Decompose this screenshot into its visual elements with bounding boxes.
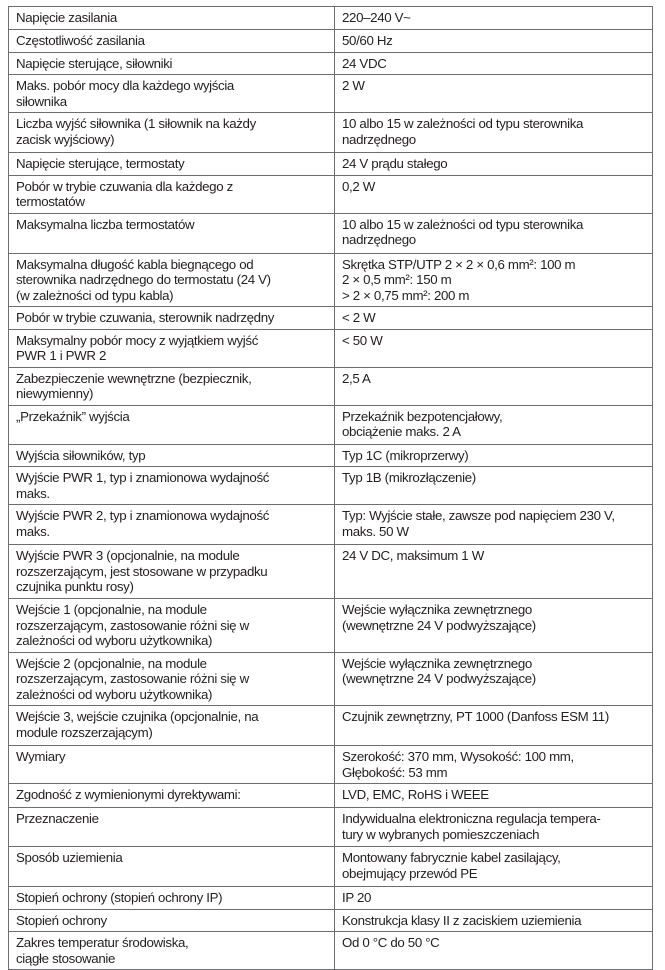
table-row bbox=[9, 52, 653, 75]
value-cell: 50/60 Hz bbox=[335, 30, 653, 53]
table-row bbox=[9, 599, 653, 653]
table-row bbox=[9, 505, 653, 545]
parameter-cell: Wejście 1 (opcjonalnie, na module rozszerzającym, zastosowanie różni się w zależności od wyboru użytkownika) bbox=[9, 599, 335, 653]
spec-table bbox=[8, 6, 653, 970]
table-row bbox=[9, 652, 653, 706]
table-row bbox=[9, 7, 653, 30]
value-cell: Czujnik zewnętrzny, PT 1000 (Danfoss ESM 11) bbox=[335, 706, 653, 746]
value-cell: LVD, EMC, RoHS i WEEE bbox=[335, 784, 653, 808]
table-row bbox=[9, 847, 653, 887]
parameter-cell: Maksymalny pobór mocy z wyjątkiem wyjść PWR 1 i PWR 2 bbox=[9, 329, 335, 367]
value-cell: IP 20 bbox=[335, 887, 653, 910]
table-row bbox=[9, 253, 653, 307]
parameter-cell: Pobór w trybie czuwania dla każdego z termostatów bbox=[9, 175, 335, 213]
parameter-cell: Napięcie sterujące, siłowniki bbox=[9, 52, 335, 75]
table-row bbox=[9, 367, 653, 405]
table-row bbox=[9, 887, 653, 910]
parameter-cell: Zakres temperatur środowiska, ciągłe stosowanie bbox=[9, 932, 335, 970]
table-row bbox=[9, 30, 653, 53]
value-cell: Montowany fabrycznie kabel zasilający, obejmujący przewód PE bbox=[335, 847, 653, 887]
parameter-cell: Liczba wyjść siłownika (1 siłownik na każdy zacisk wyjściowy) bbox=[9, 113, 335, 153]
parameter-cell: Napięcie zasilania bbox=[9, 7, 335, 30]
parameter-cell: Maks. pobór mocy dla każdego wyjścia siłownika bbox=[9, 75, 335, 113]
parameter-cell: Stopień ochrony (stopień ochrony IP) bbox=[9, 887, 335, 910]
parameter-cell: Sposób uziemienia bbox=[9, 847, 335, 887]
table-row bbox=[9, 153, 653, 176]
parameter-cell: Pobór w trybie czuwania, sterownik nadrzędny bbox=[9, 307, 335, 330]
table-row bbox=[9, 932, 653, 970]
parameter-cell: Stopień ochrony bbox=[9, 909, 335, 932]
parameter-cell: Częstotliwość zasilania bbox=[9, 30, 335, 53]
value-cell: 0,2 W bbox=[335, 175, 653, 213]
value-cell: 10 albo 15 w zależności od typu sterownika nadrzędnego bbox=[335, 113, 653, 153]
value-cell: Typ 1B (mikrozłączenie) bbox=[335, 467, 653, 505]
parameter-cell: Zgodność z wymienionymi dyrektywami: bbox=[9, 784, 335, 808]
table-row bbox=[9, 784, 653, 808]
value-cell: Indywidualna elektroniczna regulacja tempera- tury w wybranych pomieszczeniach bbox=[335, 808, 653, 847]
value-cell: Przekaźnik bezpotencjałowy, obciążenie maks. 2 A bbox=[335, 405, 653, 444]
parameter-cell: Przeznaczenie bbox=[9, 808, 335, 847]
table-row bbox=[9, 545, 653, 599]
table-row bbox=[9, 307, 653, 330]
value-cell: < 50 W bbox=[335, 329, 653, 367]
parameter-cell: Wyjście PWR 1, typ i znamionowa wydajność maks. bbox=[9, 467, 335, 505]
table-row bbox=[9, 405, 653, 444]
value-cell: Wejście wyłącznika zewnętrznego (wewnętrzne 24 V podwyższające) bbox=[335, 599, 653, 653]
parameter-cell: Maksymalna liczba termostatów bbox=[9, 213, 335, 253]
spec-table-body bbox=[9, 7, 653, 970]
value-cell: Od 0 °C do 50 °C bbox=[335, 932, 653, 970]
parameter-cell: Wejście 3, wejście czujnika (opcjonalnie, na module rozszerzającym) bbox=[9, 706, 335, 746]
value-cell: 10 albo 15 w zależności od typu sterownika nadrzędnego bbox=[335, 213, 653, 253]
value-cell: Typ 1C (mikroprzerwy) bbox=[335, 444, 653, 467]
value-cell: Konstrukcja klasy II z zaciskiem uziemienia bbox=[335, 909, 653, 932]
value-cell: Typ: Wyjście stałe, zawsze pod napięciem 230 V, maks. 50 W bbox=[335, 505, 653, 545]
value-cell: Szerokość: 370 mm, Wysokość: 100 mm, Głębokość: 53 mm bbox=[335, 746, 653, 784]
parameter-cell: Wymiary bbox=[9, 746, 335, 784]
table-row bbox=[9, 444, 653, 467]
table-row bbox=[9, 808, 653, 847]
parameter-cell: Wyjście PWR 2, typ i znamionowa wydajność maks. bbox=[9, 505, 335, 545]
value-cell: Skrętka STP/UTP 2 × 2 × 0,6 mm²: 100 m 2 × 0,5 mm²: 150 m > 2 × 0,75 mm²: 200 m bbox=[335, 253, 653, 307]
value-cell: 220–240 V~ bbox=[335, 7, 653, 30]
table-row bbox=[9, 175, 653, 213]
parameter-cell: Zabezpieczenie wewnętrzne (bezpiecznik, niewymienny) bbox=[9, 367, 335, 405]
value-cell: < 2 W bbox=[335, 307, 653, 330]
value-cell: 24 VDC bbox=[335, 52, 653, 75]
table-row bbox=[9, 329, 653, 367]
table-row bbox=[9, 113, 653, 153]
parameter-cell: Maksymalna długość kabla biegnącego od sterownika nadrzędnego do termostatu (24 V) (w zależności od typu kabla) bbox=[9, 253, 335, 307]
parameter-cell: Napięcie sterujące, termostaty bbox=[9, 153, 335, 176]
value-cell: Wejście wyłącznika zewnętrznego (wewnętrzne 24 V podwyższające) bbox=[335, 652, 653, 706]
parameter-cell: Wyjście PWR 3 (opcjonalnie, na module rozszerzającym, jest stosowane w przypadku czujnika punktu rosy) bbox=[9, 545, 335, 599]
table-row bbox=[9, 746, 653, 784]
table-row bbox=[9, 706, 653, 746]
table-row bbox=[9, 909, 653, 932]
parameter-cell: Wyjścia siłowników, typ bbox=[9, 444, 335, 467]
value-cell: 24 V DC, maksimum 1 W bbox=[335, 545, 653, 599]
value-cell: 2,5 A bbox=[335, 367, 653, 405]
parameter-cell: Wejście 2 (opcjonalnie, na module rozszerzającym, zastosowanie różni się w zależności od wyboru użytkownika) bbox=[9, 652, 335, 706]
parameter-cell: „Przekaźnik” wyjścia bbox=[9, 405, 335, 444]
table-row bbox=[9, 213, 653, 253]
value-cell: 24 V prądu stałego bbox=[335, 153, 653, 176]
table-row bbox=[9, 75, 653, 113]
value-cell: 2 W bbox=[335, 75, 653, 113]
table-row bbox=[9, 467, 653, 505]
